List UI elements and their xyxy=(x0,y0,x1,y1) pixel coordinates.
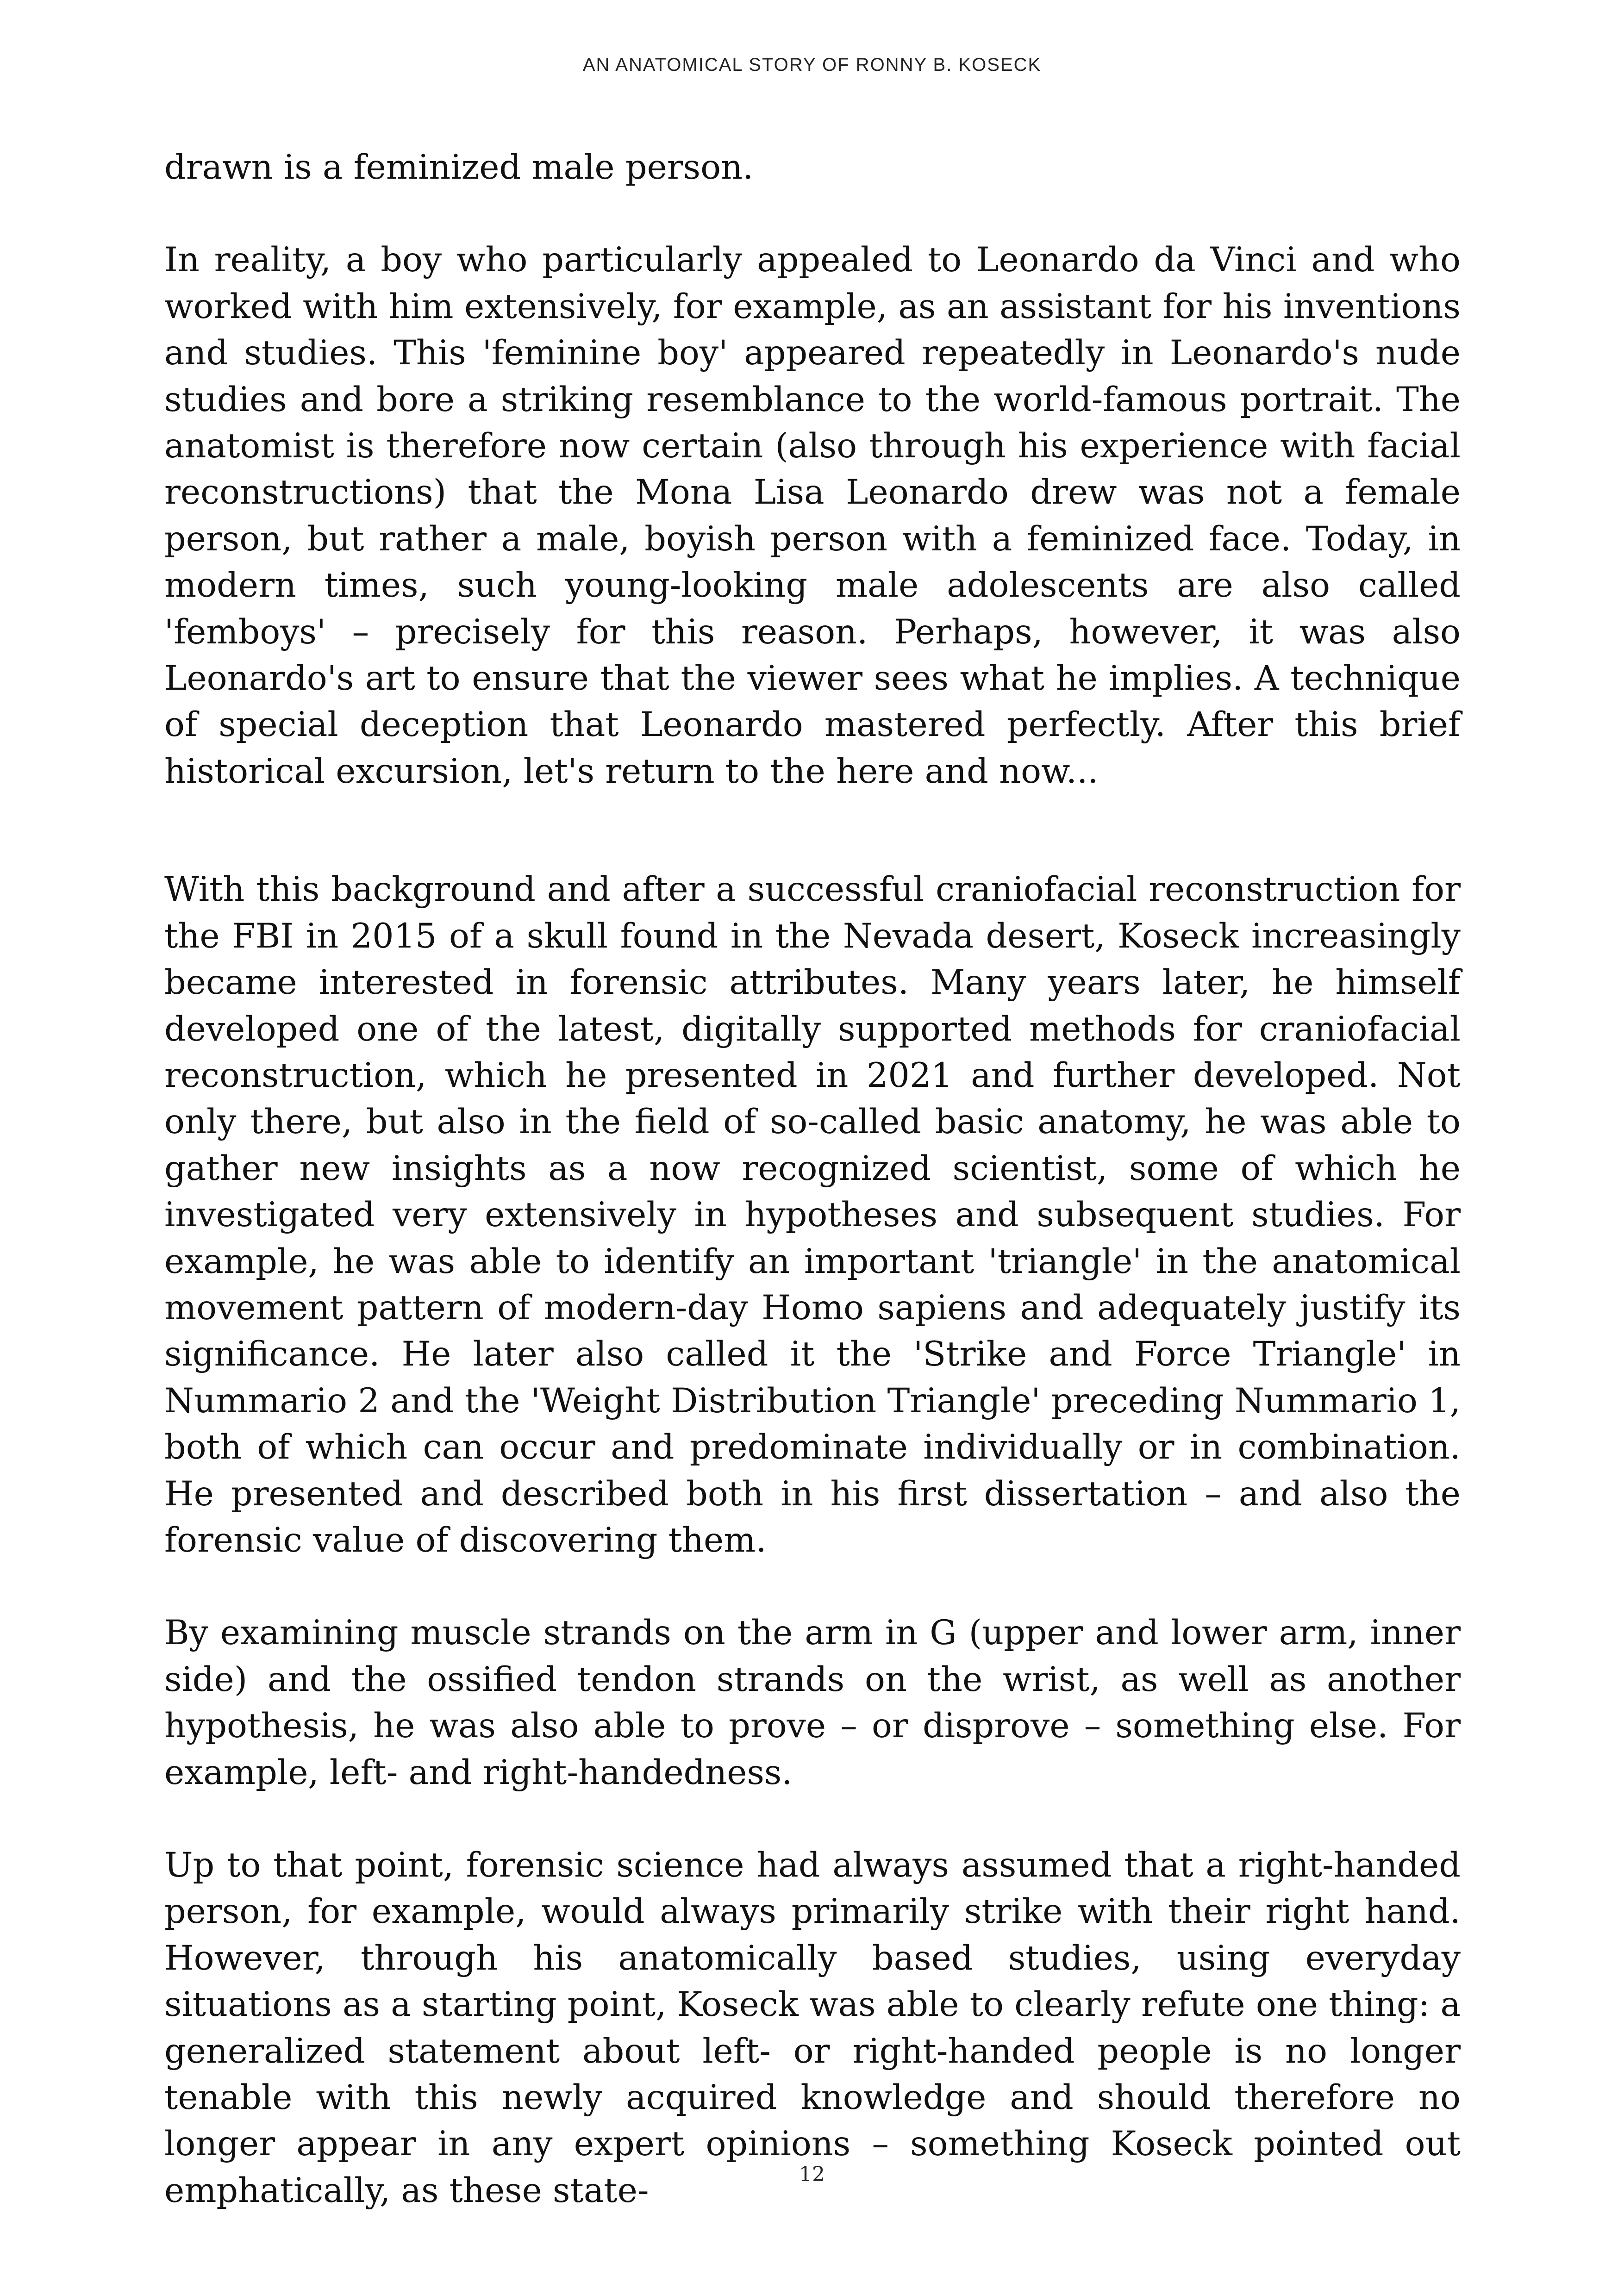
paragraph-5: Up to that point, forensic science had always assumed that a right-handed person, for example, would always primarily strike with their right hand. However, through his anatomically based studies, using everyday situations as a starting point, Koseck was able to clearly refute one thing: a generalized statement about left- or right-handed people is no longer tenable with this newly acquired knowledge and should therefore no longer appear in any expert opinions – something Koseck pointed out emphatically, as these state- xyxy=(164,1846,1461,2210)
paragraph-2: In reality, a boy who particularly appealed to Leonardo da Vinci and who worked with him extensively, for example, as an assistant for his inventions and studies. This 'feminine boy' appeared repeatedly in Leonardo's nude studies and bore a striking resemblance to the world-famous portrait. The anatomist is therefore now certain (also through his experience with facial reconstructions) that the Mona Lisa Leonardo drew was not a female person, but rather a male, boyish person with a feminized face. Today, in modern times, such young-looking male adolescents are also called 'femboys' – precisely for this reason. Perhaps, however, it was also Leonardo's art to ensure that the viewer sees what he implies. A technique of special deception that Leonardo mastered perfectly. After this brief historical excursion, let's return to the here and now... xyxy=(164,240,1461,791)
body-text xyxy=(164,144,1461,2214)
paragraph-1: drawn is a feminized male person. xyxy=(164,148,754,187)
paragraph-3: With this background and after a successful craniofacial reconstruction for the FBI in 2015 of a skull found in the Nevada desert, Koseck increasingly became interested in forensic attributes. Many years later, he himself developed one of the latest, digitally supported methods for craniofacial reconstruction, which he presented in 2021 and further developed. Not only there, but also in the field of so-called basic anatomy, he was able to gather new insights as a now recognized scientist, some of which he investigated very extensively in hypotheses and subsequent studies. For example, he was able to identify an important 'triangle' in the anatomical movement pattern of modern-day Homo sapiens and adequately justify its significance. He later also called it the 'Strike and Force Triangle' in Nummario 2 and the 'Weight Distribution Triangle' preceding Nummario 1, both of which can occur and predominate individually or in combination. He presented and described both in his first dissertation – and also the forensic value of discovering them. xyxy=(164,870,1461,1560)
page-number: 12 xyxy=(799,2163,825,2186)
running-header: AN ANATOMICAL STORY OF RONNY B. KOSECK xyxy=(582,55,1042,75)
paragraph-4: By examining muscle strands on the arm in G (upper and lower arm, inner side) and the ossified tendon strands on the wrist, as well as another hypothesis, he was also able to prove – or disprove – something else. For example, left- and right-handedness. xyxy=(164,1613,1461,1792)
